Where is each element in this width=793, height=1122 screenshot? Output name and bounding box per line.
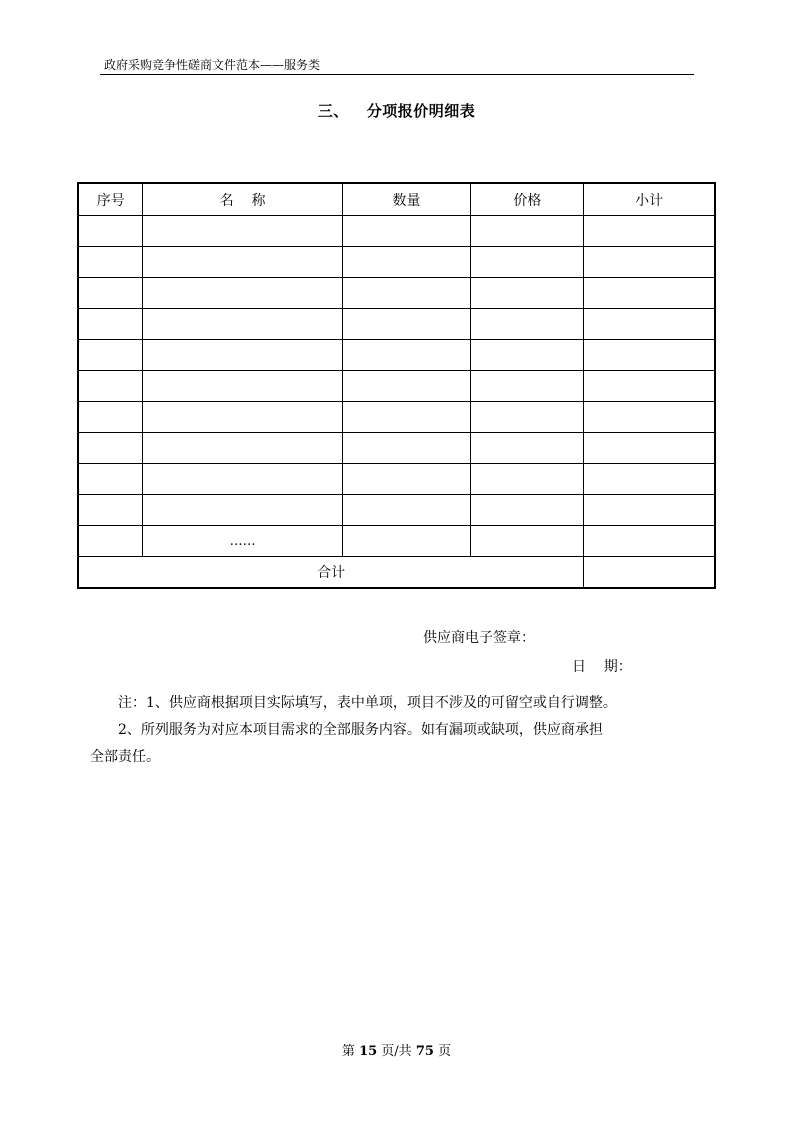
- table-row: [78, 278, 715, 309]
- table-cell: [143, 371, 342, 402]
- table-cell: [342, 309, 471, 340]
- table-row: [78, 402, 715, 433]
- table-cell: [143, 309, 342, 340]
- table-total-row: [78, 557, 715, 589]
- table-cell: [78, 402, 143, 433]
- footer-suffix: 页: [438, 1044, 452, 1059]
- table-cell: [471, 526, 584, 557]
- footer-total-pages: 75: [415, 1044, 434, 1059]
- header-seq: 序号: [78, 183, 143, 216]
- note-line-1: 注：1、供应商根据项目实际填写，表中单项，项目不涉及的可留空或自行调整。: [118, 695, 617, 711]
- table-cell: [584, 402, 715, 433]
- table-cell: [78, 247, 143, 278]
- header-price: 价格: [471, 183, 584, 216]
- table-body: [78, 216, 715, 589]
- table-cell: [78, 309, 143, 340]
- header-rule: [100, 74, 694, 75]
- table-cell: [78, 433, 143, 464]
- table-cell: [342, 495, 471, 526]
- table-cell: [143, 433, 342, 464]
- table-cell: [471, 340, 584, 371]
- table-cell: [471, 216, 584, 247]
- table-cell: [471, 278, 584, 309]
- section-title: [0, 100, 793, 121]
- table-row-ellipsis: [78, 526, 715, 557]
- table-cell: [584, 464, 715, 495]
- table-cell: [342, 371, 471, 402]
- table-cell: [143, 464, 342, 495]
- quote-detail-table: [77, 182, 716, 589]
- table-cell: [143, 247, 342, 278]
- table-cell: [78, 216, 143, 247]
- table-cell: [342, 340, 471, 371]
- table-cell: [78, 371, 143, 402]
- table-cell: [584, 309, 715, 340]
- table-row: [78, 340, 715, 371]
- section-number: 三、: [317, 102, 349, 120]
- header-subtotal: 小计: [584, 183, 715, 216]
- supplier-signature-label: 供应商电子签章：: [423, 630, 535, 646]
- header-name: 名 称: [143, 183, 342, 216]
- total-label: 合计: [78, 557, 584, 589]
- table-cell: [471, 495, 584, 526]
- note-line-3: 全部责任。: [90, 749, 160, 765]
- table-cell: [471, 309, 584, 340]
- table-cell: [143, 402, 342, 433]
- table-cell: [471, 402, 584, 433]
- table-cell: [78, 278, 143, 309]
- table-cell: [143, 340, 342, 371]
- table-row: [78, 433, 715, 464]
- section-title-text: 分项报价明细表: [366, 102, 476, 120]
- table-cell: [342, 433, 471, 464]
- table-cell: [78, 495, 143, 526]
- table-cell: [78, 526, 143, 557]
- header-quantity: 数量: [342, 183, 471, 216]
- total-value-cell: [584, 557, 715, 589]
- table-row: [78, 464, 715, 495]
- footer-middle: 页/共: [381, 1044, 412, 1059]
- document-header: 政府采购竞争性磋商文件范本——服务类: [104, 58, 321, 72]
- ellipsis-cell: ……: [143, 526, 342, 557]
- notes: [90, 690, 695, 771]
- page-footer: [0, 1040, 793, 1059]
- table-cell: [342, 464, 471, 495]
- note-line-2: 2、所列服务为对应本项目需求的全部服务内容。如有漏项或缺项，供应商承担: [118, 722, 603, 738]
- table-cell: [584, 340, 715, 371]
- table-cell: [471, 433, 584, 464]
- table-cell: [584, 371, 715, 402]
- table-cell: [584, 216, 715, 247]
- table-row: [78, 495, 715, 526]
- footer-current-page: 15: [359, 1044, 378, 1059]
- table-cell: [584, 278, 715, 309]
- table-cell: [143, 495, 342, 526]
- table-row: [78, 371, 715, 402]
- table-cell: [78, 464, 143, 495]
- table-row: [78, 309, 715, 340]
- table-cell: [584, 433, 715, 464]
- table-cell: [143, 216, 342, 247]
- table-cell: [342, 216, 471, 247]
- table-cell: [584, 495, 715, 526]
- table-cell: [342, 402, 471, 433]
- table-cell: [471, 247, 584, 278]
- table-cell: [584, 526, 715, 557]
- table-row: [78, 247, 715, 278]
- table-row: [78, 216, 715, 247]
- table-header-row: [78, 183, 715, 216]
- table-cell: [342, 526, 471, 557]
- table-cell: [143, 278, 342, 309]
- table-cell: [584, 247, 715, 278]
- footer-prefix: 第: [341, 1044, 355, 1059]
- date-label: 日 期：: [572, 659, 632, 675]
- table-cell: [471, 464, 584, 495]
- table-cell: [342, 247, 471, 278]
- table-cell: [342, 278, 471, 309]
- table-cell: [471, 371, 584, 402]
- table-cell: [78, 340, 143, 371]
